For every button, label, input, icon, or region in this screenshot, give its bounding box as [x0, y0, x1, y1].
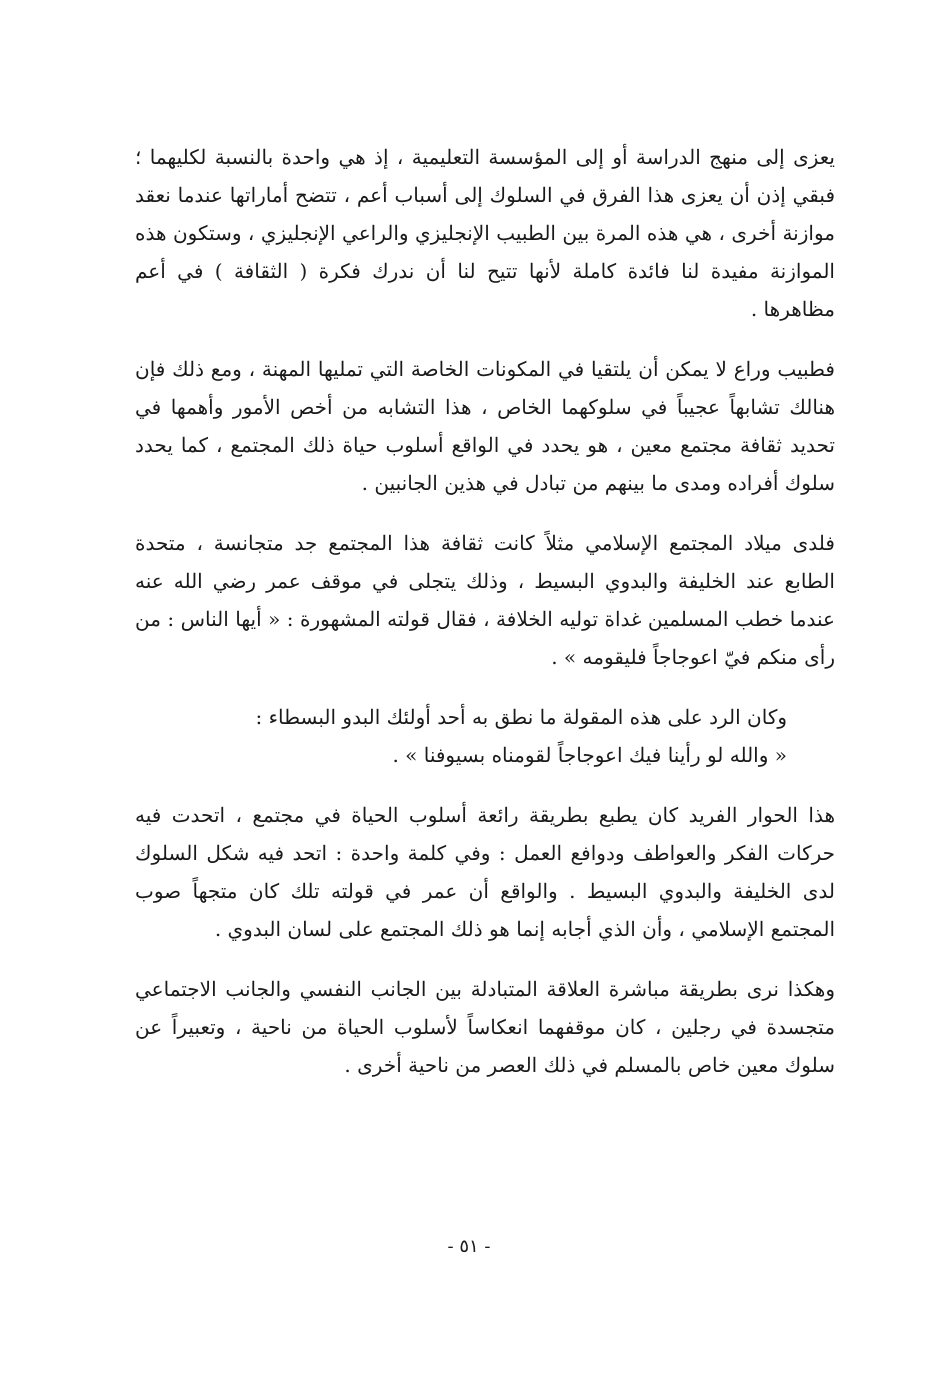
page-number: - ٥١ - — [447, 1236, 491, 1257]
paragraph-5: وهكذا نرى بطريقة مباشرة العلاقة المتبادلة بين الجانب النفسي والجانب الاجتماعي متجسدة في رجلين ، كان موقفهما انعكاساً لأسلوب الحياة من ناحية ، وتعبيراً عن سلوك معين خاص بالمسلم في ذلك العصر من ناحية أخرى . — [135, 977, 835, 1077]
quote-line-1: وكان الرد على هذه المقولة ما نطق به أحد أولئك البدو البسطاء : — [255, 705, 787, 729]
paragraph-2: فطبيب وراع لا يمكن أن يلتقيا في المكونات الخاصة التي تمليها المهنة ، ومع ذلك فإن هنالك تشابهاً عجيباً في سلوكهما الخاص ، هذا التشابه من أخص الأمور وأهمها في تحديد ثقافة مجتمع معين ، هو يحدد في الواقع أسلوب حياة ذلك المجتمع ، كما يحدد سلوك أفراده ومدى ما بينهم من تبادل في هذين الجانبين . — [135, 357, 835, 495]
quote-block — [135, 698, 835, 774]
paragraph-3: فلدى ميلاد المجتمع الإسلامي مثلاً كانت ثقافة هذا المجتمع جد متجانسة ، متحدة الطابع عند الخليفة والبدوي البسيط ، وذلك يتجلى في موقف عمر رضي الله عنه عندما خطب المسلمين غداة توليه الخلافة ، فقال قولته المشهورة : « أيها الناس : من رأى منكم فيّ اعوجاجاً فليقومه » . — [135, 531, 835, 669]
paragraph-1: يعزى إلى منهج الدراسة أو إلى المؤسسة التعليمية ، إذ هي واحدة بالنسبة لكليهما ؛ فبقي إذن أن يعزى هذا الفرق في السلوك إلى أسباب أعم ، تتضح أماراتها عندما نعقد موازنة أخرى ، هي هذه المرة بين الطبيب الإنجليزي والراعي الإنجليزي ، وستكون هذه الموازنة مفيدة لنا فائدة كاملة لأنها تتيح لنا أن ندرك فكرة ( الثقافة ) في أعم مظاهرها . — [135, 145, 835, 321]
paragraph-4: هذا الحوار الفريد كان يطبع بطريقة رائعة أسلوب الحياة في مجتمع ، اتحدت فيه حركات الفكر والعواطف ودوافع العمل : وفي كلمة واحدة : اتحد فيه شكل السلوك لدى الخليفة والبدوي البسيط . والواقع أن عمر في قولته تلك كان متجهاً صوب المجتمع الإسلامي ، وأن الذي أجابه إنما هو ذلك المجتمع على لسان البدوي . — [135, 803, 835, 941]
quote-line-2: « والله لو رأينا فيك اعوجاجاً لقومناه بسيوفنا » . — [392, 743, 787, 767]
page-body — [135, 138, 835, 1084]
